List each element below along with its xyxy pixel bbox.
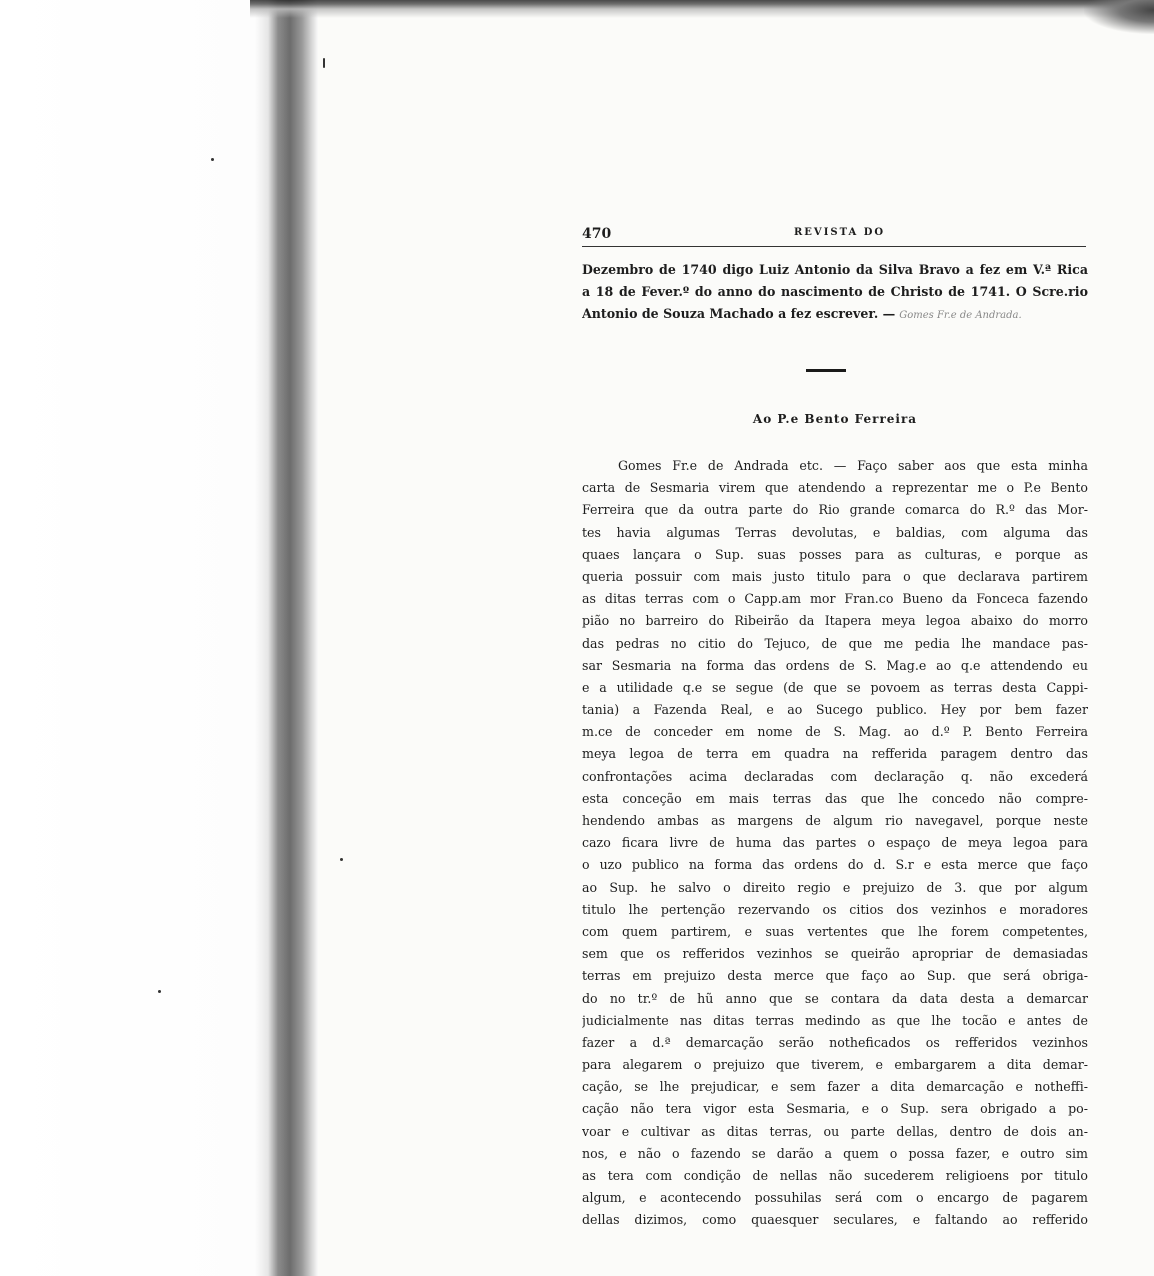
text-line: tes havia algumas Terras devolutas, e baldias, com alguma das <box>582 524 1088 540</box>
text-line: o uzo publico na forma das ordens do d. S.r e esta merce que faço <box>582 857 1088 873</box>
scan-top-streak <box>250 0 1154 18</box>
scan-speck <box>340 858 343 861</box>
scan-speck <box>211 158 214 161</box>
text-line: as tera com condição de nellas não sucederem religioens por titulo <box>582 1168 1088 1183</box>
text-line: sar Sesmaria na forma das ordens de S. Mag.e ao q.e attendendo eu <box>582 657 1088 673</box>
text-line: esta conceção em mais terras das que lhe concedo não compre- <box>582 790 1088 806</box>
text-line: carta de Sesmaria virem que atendendo a reprezentar me o P.e Bento <box>582 480 1088 496</box>
text-line: e a utilidade q.e se segue (de que se povoem as terras desta Cappi- <box>582 679 1088 695</box>
running-head: REVISTA DO <box>794 227 886 238</box>
text-line: a 18 de Fever.º do anno do nascimento de Christo de 1741. O Scre.rio <box>582 284 1088 300</box>
section-separator <box>806 369 846 372</box>
text-line: m.ce de conceder em nome de S. Mag. ao d.º P. Bento Ferreira <box>582 724 1088 740</box>
text-line: confrontações acima declaradas com declaração q. não excederá <box>582 768 1088 784</box>
scan-speck <box>158 990 161 993</box>
text-line: Dezembro de 1740 digo Luiz Antonio da Silva Bravo a fez em V.ª Rica <box>582 262 1088 277</box>
page-number: 470 <box>582 226 612 242</box>
book-spine-shadow <box>0 0 318 1276</box>
text-line: das pedras no citio do Tejuco, de que me pedia lhe mandace pas- <box>582 635 1088 651</box>
text-line: hendendo ambas as margens de algum rio navegavel, porque neste <box>582 813 1088 828</box>
text-line: para alegarem o prejuizo que tiverem, e embargarem a dita demar- <box>582 1057 1088 1073</box>
signature: Gomes Fr.e de Andrada. <box>899 310 1022 322</box>
scan-corner-blot <box>1084 0 1154 34</box>
text-line: as ditas terras com o Capp.am mor Fran.co Bueno da Fonceca fazendo <box>582 591 1088 607</box>
text-line: nos, e não o fazendo se darão a quem o possa fazer, e outro sim <box>582 1145 1088 1161</box>
text-line: cação, se lhe prejudicar, e sem fazer a dita demarcação e notheffi- <box>582 1079 1088 1095</box>
text-line: Gomes Fr.e de Andrada etc. — Faço saber aos que esta minha <box>618 458 1088 473</box>
text-line: titulo lhe pertenção rezervando os citios dos vezinhos e moradores <box>582 901 1088 917</box>
text-line: pião no barreiro do Ribeirão da Itapera meya legoa abaixo do morro <box>582 613 1088 629</box>
section-title: Ao P.e Bento Ferreira <box>752 412 918 426</box>
text-line: queria possuir com mais justo titulo para o que declarava partirem <box>582 568 1088 584</box>
intro-paragraph <box>582 259 1088 326</box>
scan-speck <box>323 58 325 68</box>
page-header <box>582 226 1086 247</box>
text-line: terras em prejuizo desta merce que faço ao Sup. que será obriga- <box>582 968 1088 984</box>
text-line: ao Sup. he salvo o direito regio e prejuizo de 3. que por algum <box>582 879 1088 895</box>
text-line: meya legoa de terra em quadra na refferida paragem dentro das <box>582 746 1088 762</box>
text-line: cazo ficara livre de huma das partes o espaço de meya legoa para <box>582 835 1088 851</box>
text-line: dellas dizimos, como quaesquer seculares, e faltando ao refferido <box>582 1212 1088 1228</box>
text-line: Ferreira que da outra parte do Rio grande comarca do R.º das Mor- <box>582 502 1088 518</box>
text-line: com quem partirem, e suas vertentes que lhe forem competentes, <box>582 923 1088 939</box>
text-line: tania) a Fazenda Real, e ao Sucego publico. Hey por bem fazer <box>582 702 1088 718</box>
text-line: sem que os refferidos vezinhos se queirão apropriar de demasiadas <box>582 946 1088 962</box>
text-line: Antonio de Souza Machado a fez escrever. — Gomes Fr.e de Andrada. <box>582 306 1022 322</box>
text-line: algum, e acontecendo possuhilas será com o encargo de pagarem <box>582 1190 1088 1206</box>
text-line: cação não tera vigor esta Sesmaria, e o Sup. sera obrigado a po- <box>582 1101 1088 1117</box>
text-line: voar e cultivar as ditas terras, ou parte dellas, dentro de dois an- <box>582 1123 1088 1139</box>
text-line: do no tr.º de hũ anno que se contara da data desta a demarcar <box>582 990 1088 1006</box>
body-paragraph <box>582 455 1088 1232</box>
text-line: quaes lançara o Sup. suas posses para as culturas, e porque as <box>582 546 1088 562</box>
text-line: fazer a d.ª demarcação serão notheficados os refferidos vezinhos <box>582 1034 1088 1050</box>
text-line: judicialmente nas ditas terras medindo as que lhe tocão e antes de <box>582 1012 1088 1028</box>
